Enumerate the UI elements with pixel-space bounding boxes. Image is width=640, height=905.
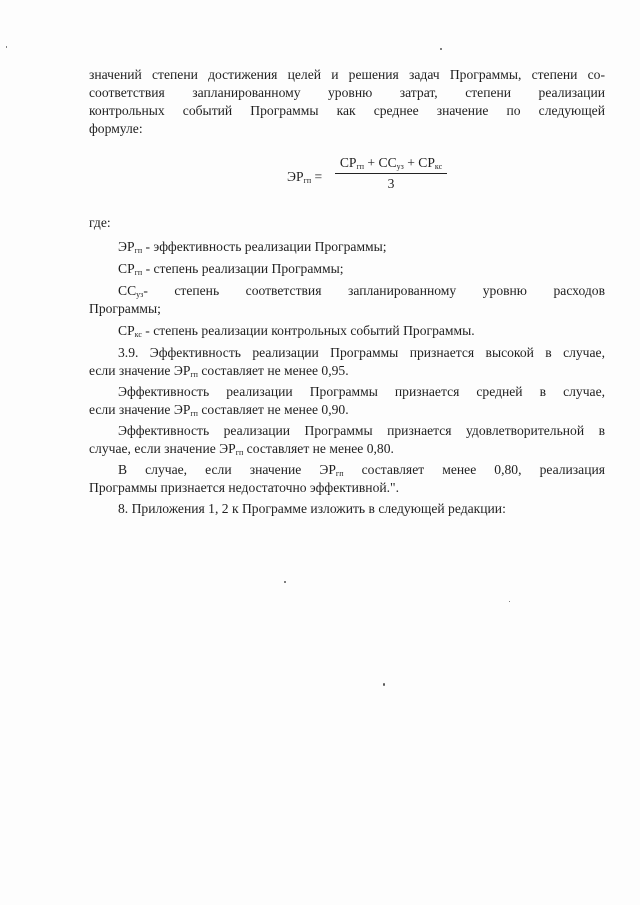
- intro-line-1: значений степени достижения целей и решения задач Программы, степени со-: [89, 67, 605, 82]
- para-medium-line-1: Эффективность реализации Программы признается средней в случае,: [118, 384, 605, 399]
- def-cc-word: запланированному: [347, 283, 457, 298]
- def-er-text: - эффективность реализации Программы;: [142, 239, 387, 254]
- para-3-9-sub: гп: [190, 370, 198, 379]
- scan-speck: [284, 581, 286, 583]
- intro-line-2: соответствия запланированному уровню затрат, степени реализации: [89, 85, 605, 100]
- para-satisfactory-line-2: [89, 440, 605, 458]
- def-cc-sub: уз: [136, 290, 144, 299]
- para-low-line-2: Программы признается недостаточно эффективной.".: [89, 480, 399, 495]
- para-medium-text: если значение ЭР: [89, 402, 191, 417]
- para-medium-sub: гп: [190, 409, 198, 418]
- intro-line-3: контрольных событий Программы как среднее значение по следующей: [89, 103, 605, 118]
- def-cc-word: степень: [174, 283, 220, 298]
- def-cc-word: уровню: [482, 283, 527, 298]
- para-medium-value: составляет не менее 0,90.: [197, 402, 349, 417]
- def-sr: [89, 260, 605, 278]
- intro-line-4: формуле:: [89, 121, 143, 136]
- def-cc-line: [89, 282, 605, 300]
- para-3-9-text: если значение ЭР: [89, 363, 191, 378]
- def-cc-word: расходов: [553, 283, 605, 298]
- def-sr-sub: гп: [134, 268, 143, 277]
- def-kc-symbol: СР: [118, 323, 135, 338]
- def-kc: [89, 322, 605, 340]
- def-kc-text: - степень реализации контрольных событий Программы.: [141, 323, 475, 338]
- para-satisfactory-value: составляет не менее 0,80.: [243, 441, 394, 456]
- para-low-sub: гп: [335, 469, 344, 478]
- scan-speck: [383, 683, 385, 686]
- para-3-9-line-2: [89, 362, 605, 380]
- formula-fraction: [333, 154, 449, 193]
- def-er-sub: гп: [134, 246, 143, 255]
- para-medium-line-2: [89, 401, 605, 419]
- def-cc-symbol: [118, 282, 148, 300]
- formula-cc-sub: уз: [396, 162, 404, 171]
- def-cc-continuation: Программы;: [89, 301, 161, 316]
- para-satisfactory-sub: гп: [235, 448, 244, 457]
- scan-speck: [6, 46, 7, 48]
- formula-plus-1: +: [364, 155, 379, 170]
- def-cc-dash: -: [143, 283, 148, 298]
- def-sr-symbol: СР: [118, 261, 135, 276]
- formula-lhs: [287, 168, 322, 186]
- formula-sr: СР: [339, 155, 357, 170]
- document-page: [89, 66, 605, 518]
- formula-sr2: СР: [418, 155, 435, 170]
- formula-cc: СС: [378, 155, 397, 170]
- formula-plus-2: +: [403, 155, 419, 170]
- scan-speck: [509, 601, 510, 602]
- para-low-text: В случае, если значение ЭР: [118, 462, 336, 477]
- para-3-9-value: составляет не менее 0,95.: [197, 363, 349, 378]
- scan-speck: [440, 48, 442, 50]
- para-low-value: составляет менее 0,80, реализация: [343, 462, 605, 477]
- def-cc-main: СС: [118, 283, 137, 298]
- formula-equals: =: [311, 169, 323, 184]
- para-8: 8. Приложения 1, 2 к Программе изложить в следующей редакции:: [118, 501, 506, 516]
- formula-sr-sub: гп: [356, 162, 365, 171]
- formula-sr2-sub: кс: [434, 162, 443, 171]
- formula-denominator: 3: [387, 176, 395, 191]
- def-er: [89, 238, 605, 256]
- para-satisfactory-text: случае, если значение ЭР: [89, 441, 236, 456]
- para-low-line-1: [89, 461, 605, 479]
- formula-er: ЭР: [287, 169, 304, 184]
- para-3-9-line-1: 3.9. Эффективность реализации Программы признается высокой в случае,: [118, 345, 605, 360]
- def-er-symbol: ЭР: [118, 239, 135, 254]
- where-label: где:: [89, 215, 111, 230]
- def-kc-sub: кс: [134, 330, 142, 339]
- def-sr-text: - степень реализации Программы;: [142, 261, 344, 276]
- para-satisfactory-line-1: Эффективность реализации Программы признается удовлетворительной в: [118, 423, 605, 438]
- efficiency-formula: [89, 154, 605, 200]
- formula-numerator: [333, 154, 449, 173]
- formula-er-sub: гп: [303, 176, 312, 185]
- def-cc-word: соответствия: [245, 283, 322, 298]
